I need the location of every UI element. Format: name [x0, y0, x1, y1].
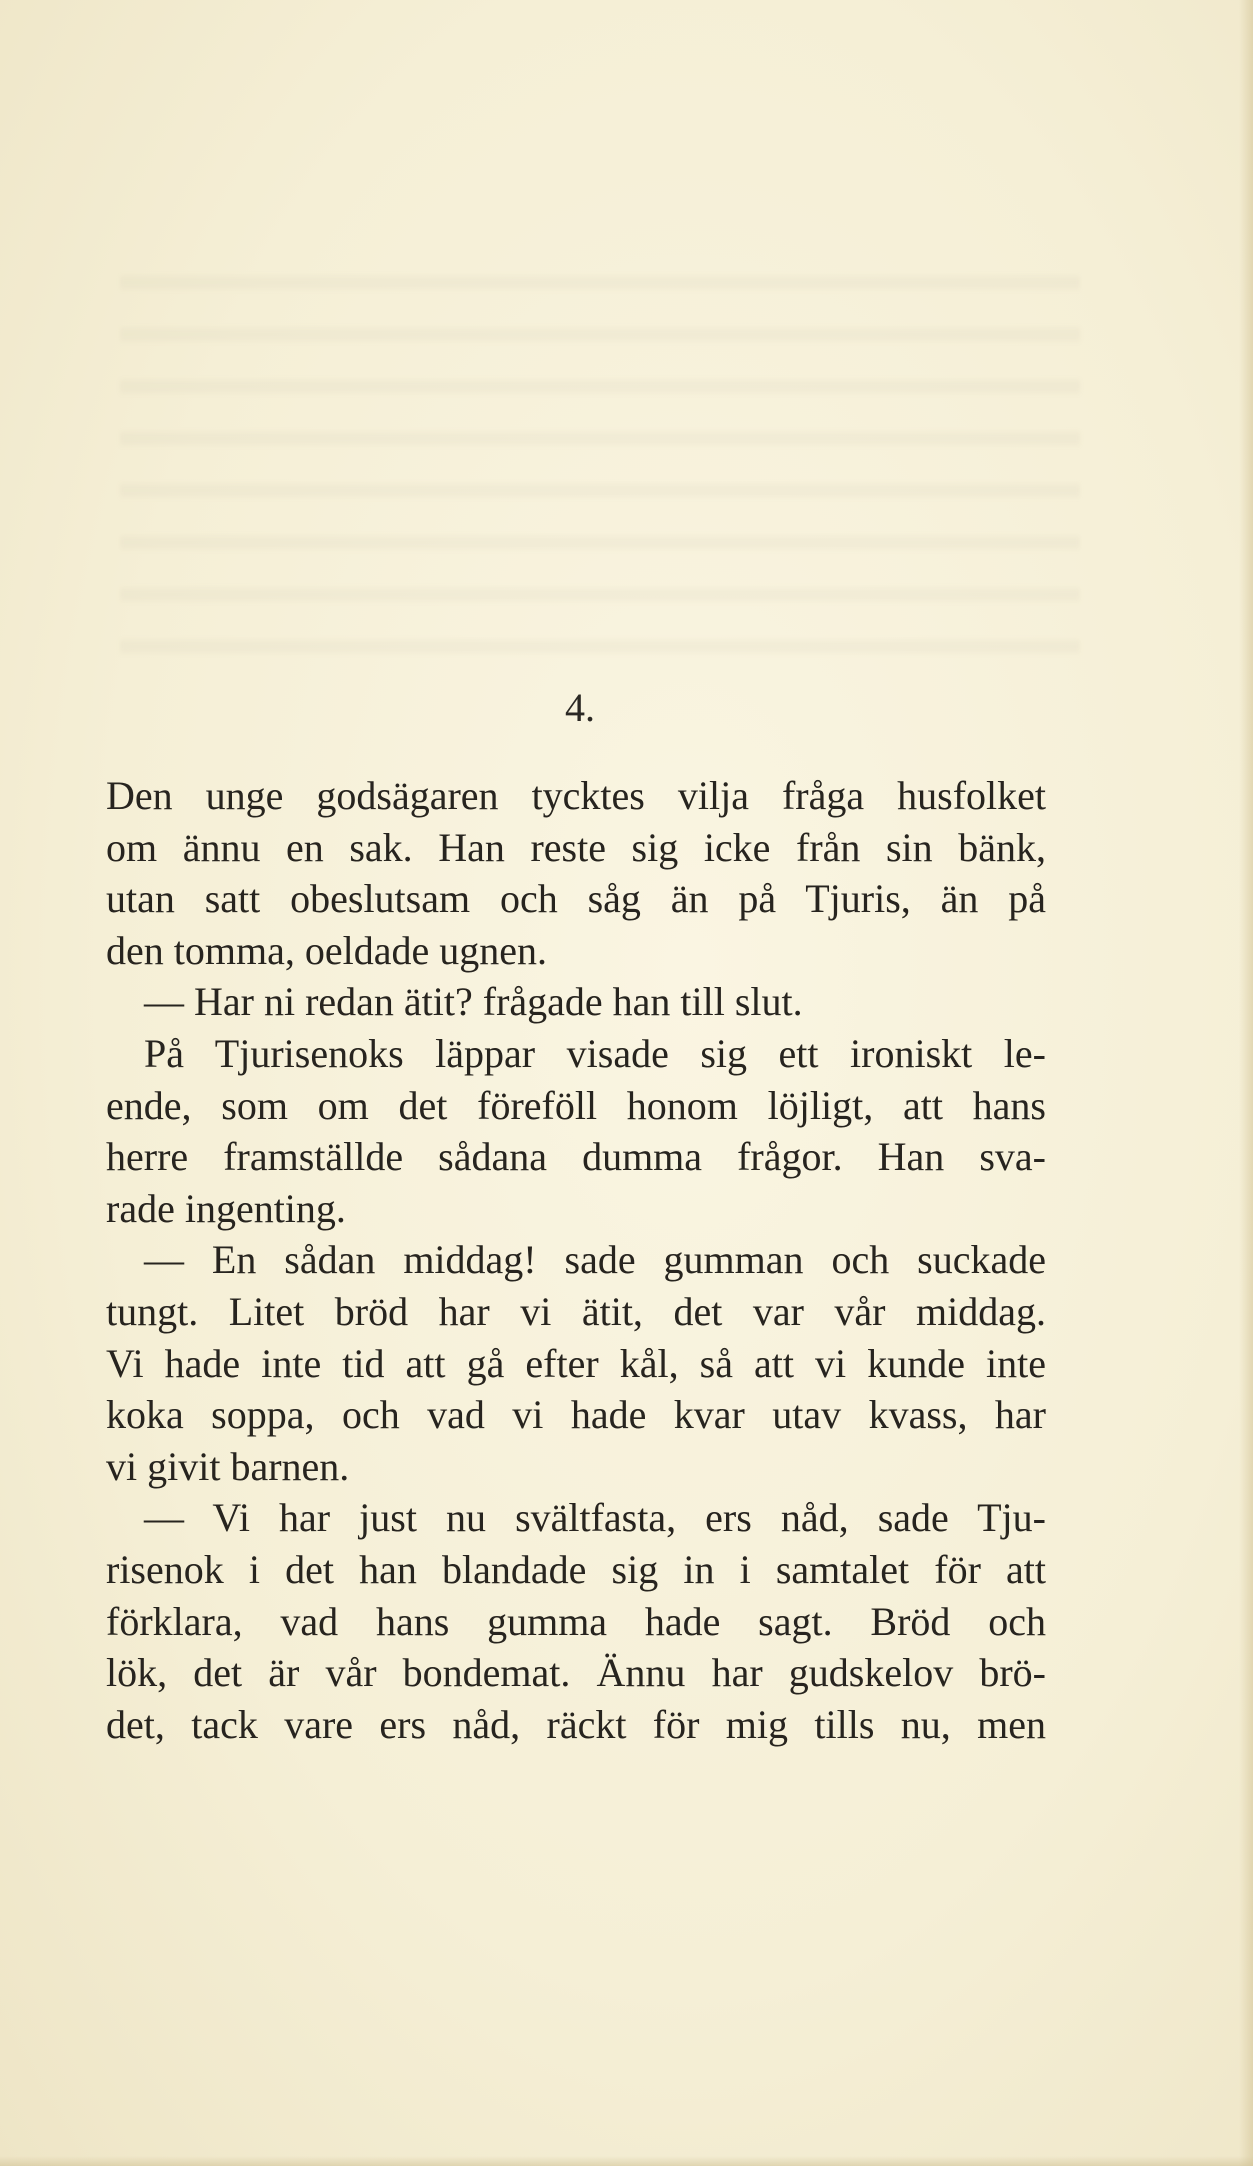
text-line: ende, som om det föreföll honom löjligt, att hans: [106, 1082, 1046, 1128]
text-line: det, tack vare ers nåd, räckt för mig tills nu, men: [106, 1701, 1046, 1747]
text-line: lök, det är vår bondemat. Ännu har gudskelov brö-: [106, 1650, 1046, 1696]
text-line: om ännu en sak. Han reste sig icke från sin bänk,: [106, 824, 1046, 870]
text-line: Vi hade inte tid att gå efter kål, så att vi kunde inte: [106, 1340, 1046, 1386]
text-line: herre framställde sådana dumma frågor. Han sva-: [106, 1134, 1046, 1180]
page-edge-bottom: [0, 2156, 1253, 2166]
body-text: [106, 770, 1046, 1750]
text-line: risenok i det han blandade sig in i samtalet för att: [106, 1546, 1046, 1592]
text-line: förklara, vad hans gumma hade sagt. Bröd och: [106, 1598, 1046, 1644]
show-through-text: [120, 240, 1080, 660]
text-line: rade ingenting.: [106, 1185, 346, 1231]
text-line: — Har ni redan ätit? frågade han till slut.: [144, 979, 803, 1025]
text-line: utan satt obeslutsam och såg än på Tjuris, än på: [106, 876, 1046, 922]
text-line: Den unge godsägaren tycktes vilja fråga husfolket: [106, 773, 1046, 818]
chapter-number: 4.: [565, 685, 595, 730]
text-line: — En sådan middag! sade gumman och suckade: [144, 1237, 1046, 1283]
text-line: vi givit barnen.: [106, 1443, 350, 1489]
page-edge-right: [1239, 0, 1253, 2166]
text-line: den tomma, oeldade ugnen.: [106, 927, 547, 973]
text-line: koka soppa, och vad vi hade kvar utav kvass, har: [106, 1392, 1046, 1438]
text-line: tungt. Litet bröd har vi ätit, det var vår middag.: [106, 1288, 1046, 1334]
text-line: På Tjurisenoks läppar visade sig ett ironiskt le-: [144, 1030, 1046, 1076]
text-line: — Vi har just nu svältfasta, ers nåd, sade Tju-: [144, 1495, 1046, 1541]
